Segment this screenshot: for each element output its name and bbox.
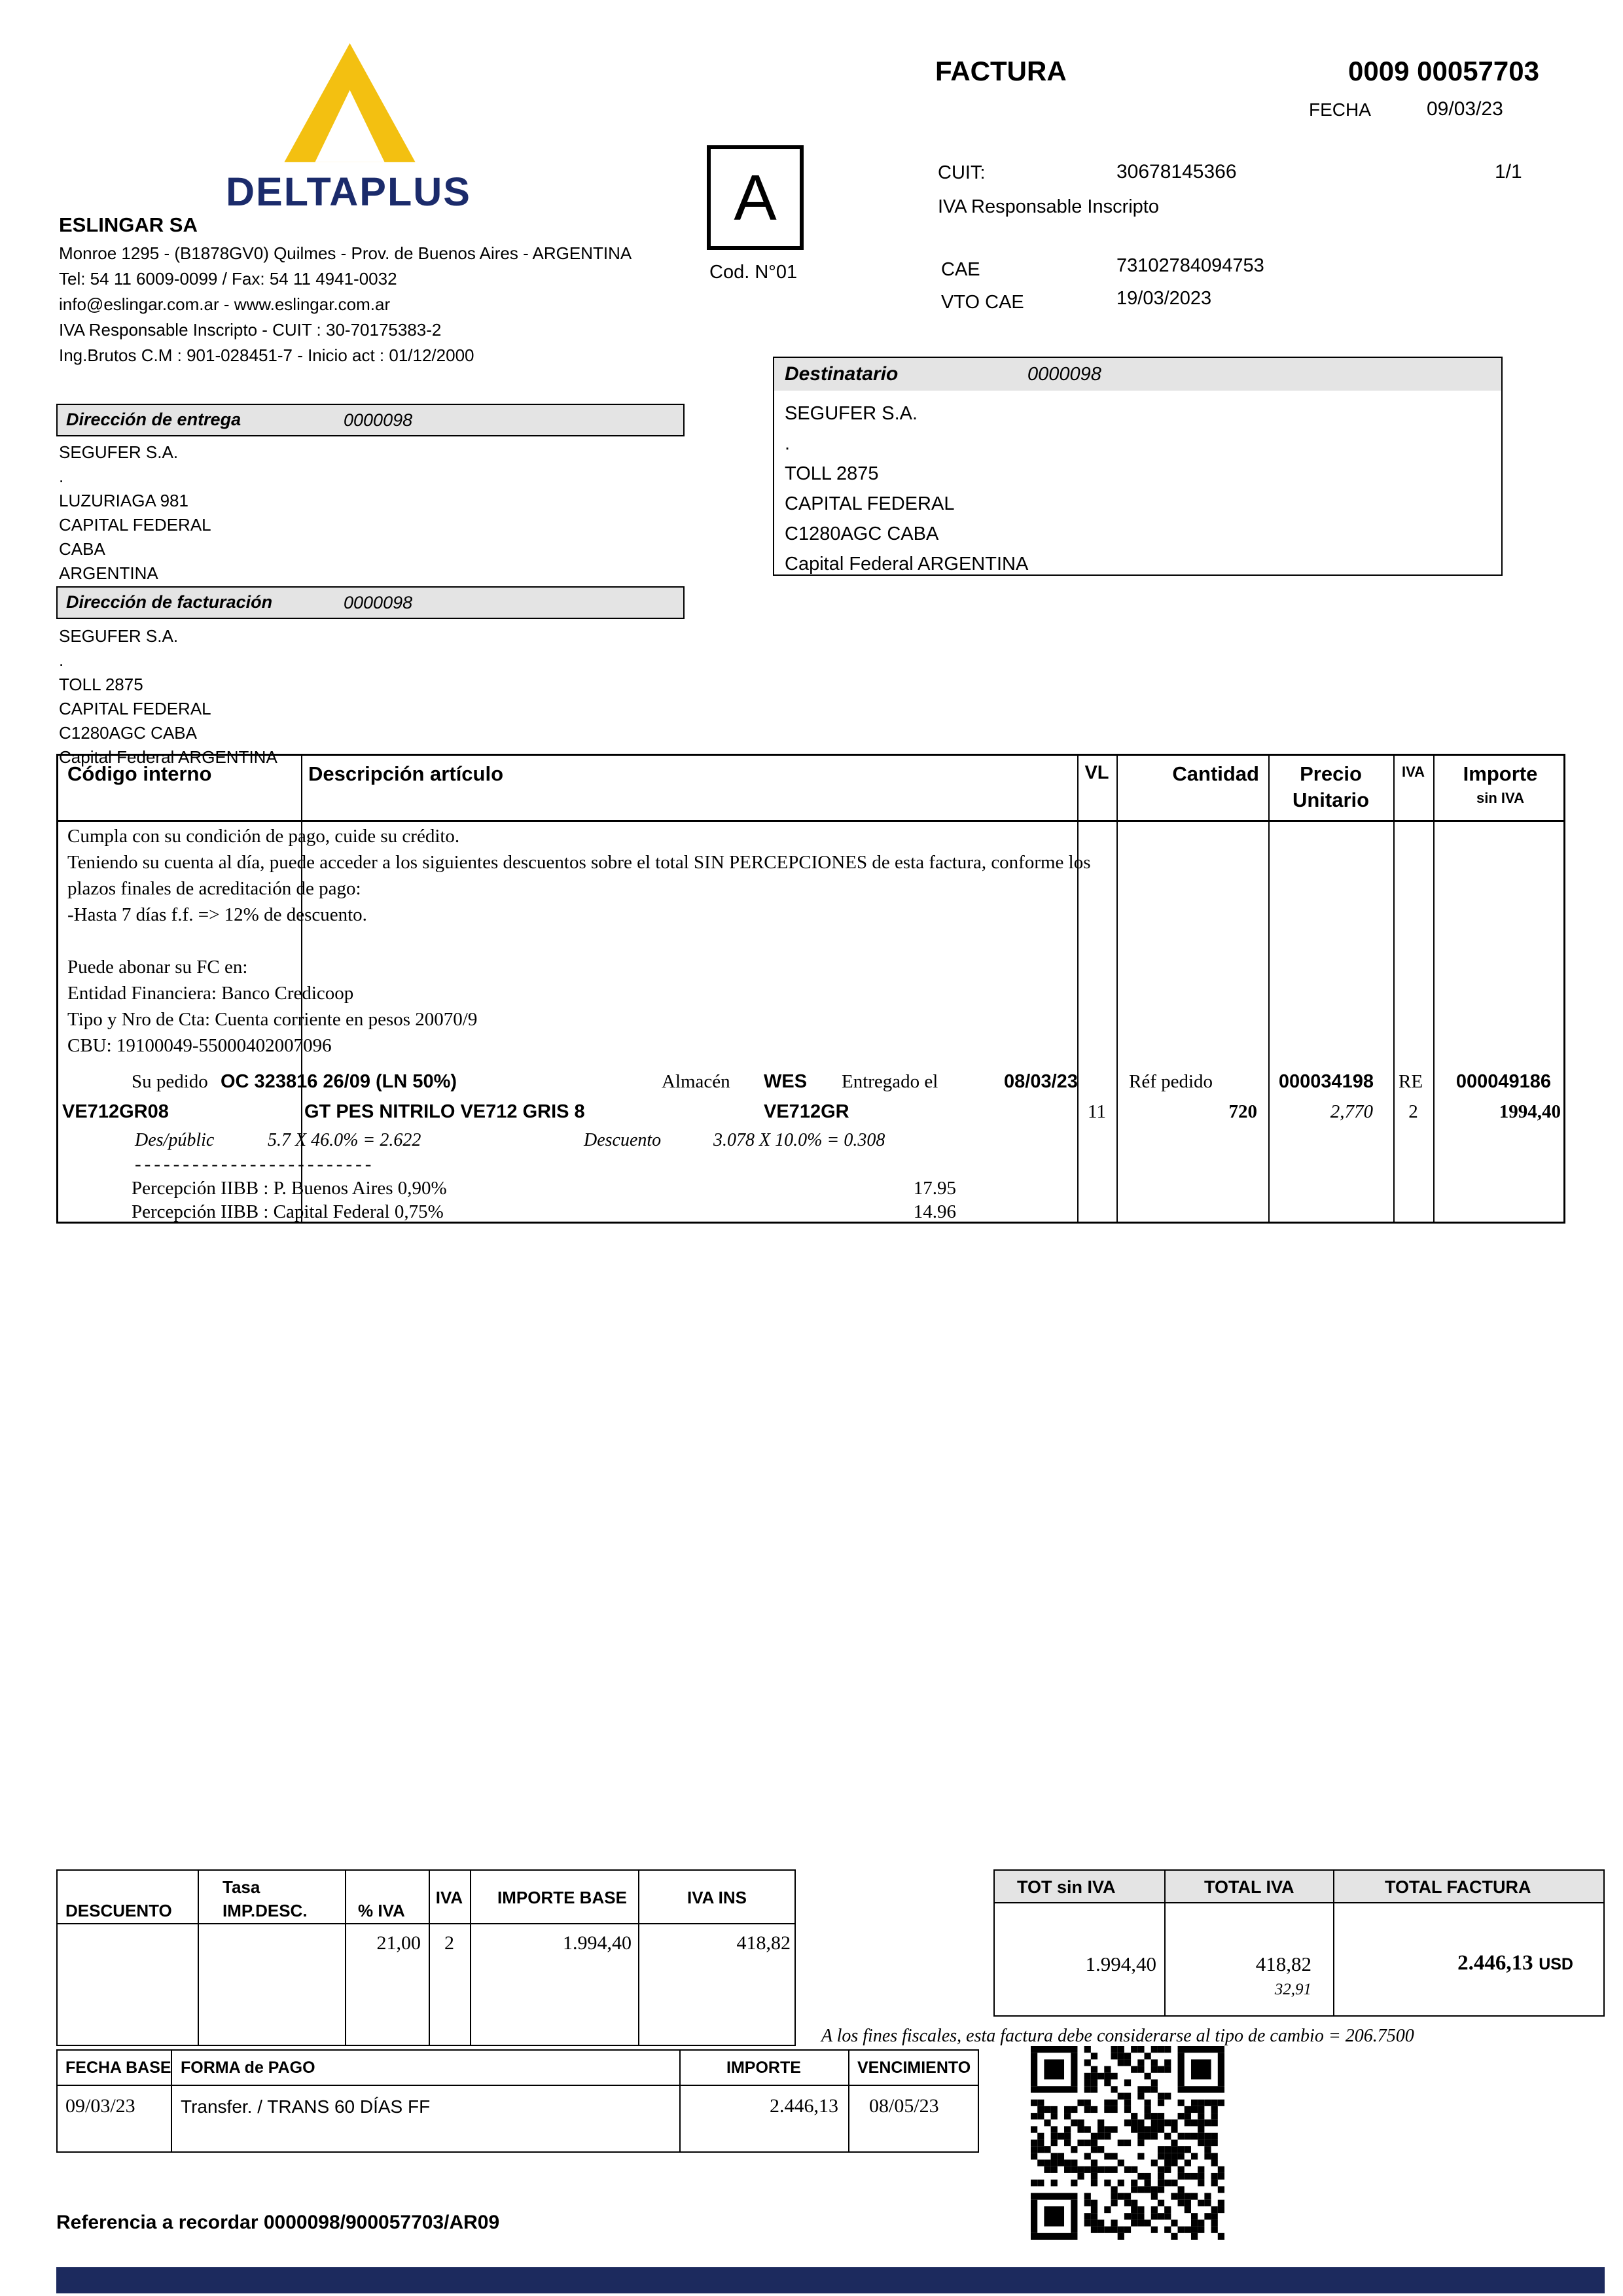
entrega-line: LUZURIAGA 981 bbox=[59, 491, 188, 510]
tot-sin-iva-value: 1.994,40 bbox=[1085, 1952, 1156, 1975]
footer-bar bbox=[56, 2267, 1605, 2293]
percepcion-iibb-ba-label: Percepción IIBB : P. Buenos Aires 0,90% bbox=[132, 1178, 447, 1199]
company-address-line: info@eslingar.com.ar - www.eslingar.com.ar bbox=[59, 294, 391, 314]
ref-pedido-label: Réf pedido bbox=[1129, 1071, 1213, 1092]
message-line: -Hasta 7 días f.f. => 12% de descuento. bbox=[67, 904, 367, 925]
importe-value: 2.446,13 bbox=[770, 2095, 838, 2117]
col-header-descripcion: Descripción artículo bbox=[308, 762, 504, 785]
item-importe: 1994,40 bbox=[1499, 1101, 1561, 1122]
items-table-col-line bbox=[1433, 756, 1435, 1222]
destinatario-line: SEGUFER S.A. bbox=[785, 403, 918, 424]
entrega-line: CAPITAL FEDERAL bbox=[59, 515, 211, 535]
cae-label: CAE bbox=[941, 259, 980, 280]
fecha-label: FECHA bbox=[1309, 99, 1371, 120]
destinatario-title: Destinatario bbox=[785, 363, 899, 385]
vencimiento-value: 08/05/23 bbox=[869, 2095, 939, 2117]
facturacion-line: . bbox=[59, 650, 64, 670]
percepcion-iibb-cf-label: Percepción IIBB : Capital Federal 0,75% bbox=[132, 1201, 444, 1222]
message-line: plazos finales de acreditación de pago: bbox=[67, 878, 361, 899]
referencia-recordar: Referencia a recordar 0000098/900057703/AR09 bbox=[56, 2212, 500, 2233]
col-header-codigo: Código interno bbox=[67, 762, 212, 785]
entregado-value: 08/03/23 bbox=[1004, 1071, 1078, 1092]
importe-label: IMPORTE bbox=[726, 2058, 801, 2077]
message-line: Puede abonar su FC en: bbox=[67, 957, 248, 978]
company-address-line: IVA Responsable Inscripto - CUIT : 30-70175383-2 bbox=[59, 320, 442, 340]
entrega-code: 0000098 bbox=[344, 410, 413, 430]
items-table-header-line bbox=[58, 820, 1563, 822]
iva-code-value: 2 bbox=[444, 1932, 454, 1954]
tax-table-col-line bbox=[198, 1871, 199, 2045]
payment-col-line bbox=[848, 2051, 849, 2151]
facturacion-header bbox=[56, 586, 685, 619]
facturacion-code: 0000098 bbox=[344, 593, 413, 612]
total-factura-value: 2.446,13 bbox=[1457, 1951, 1533, 1975]
percepcion-iibb-ba-value: 17.95 bbox=[913, 1178, 956, 1199]
company-name: ESLINGAR SA bbox=[59, 213, 198, 236]
descuento-label: Descuento bbox=[584, 1130, 662, 1150]
col-header-cantidad: Cantidad bbox=[1172, 762, 1259, 785]
item-iva: 2 bbox=[1408, 1101, 1418, 1122]
tax-table bbox=[56, 1869, 796, 2046]
invoice-cod: Cod. N°01 bbox=[709, 262, 798, 283]
descuento-publico-label: Des/públic bbox=[135, 1130, 215, 1150]
tax-table-col-line bbox=[470, 1871, 471, 2045]
forma-pago-value: Transfer. / TRANS 60 DÍAS FF bbox=[181, 2096, 431, 2117]
destinatario-line: CAPITAL FEDERAL bbox=[785, 493, 955, 514]
cuit-value: 30678145366 bbox=[1116, 161, 1237, 183]
destinatario-code: 0000098 bbox=[1027, 364, 1101, 385]
almacen-value: WES bbox=[764, 1071, 808, 1092]
col-header-precio-2: Unitario bbox=[1292, 788, 1370, 811]
facturacion-line: SEGUFER S.A. bbox=[59, 626, 179, 646]
entrega-header bbox=[56, 404, 685, 436]
delta-triangle-icon bbox=[283, 42, 417, 165]
total-factura-group bbox=[1333, 1951, 1573, 1975]
destinatario-address bbox=[785, 398, 1028, 579]
facturacion-line: TOLL 2875 bbox=[59, 675, 143, 694]
facturacion-title: Dirección de facturación bbox=[66, 592, 273, 612]
iva-ins-value: 418,82 bbox=[736, 1932, 791, 1954]
iva-col-label: IVA bbox=[435, 1888, 463, 1907]
company-logo-triangle bbox=[283, 42, 417, 165]
company-address-line: Monroe 1295 - (B1878GV0) Quilmes - Prov. de Buenos Aires - ARGENTINA bbox=[59, 243, 632, 263]
destinatario-line: . bbox=[785, 433, 791, 454]
invoice-number: 0009 00057703 bbox=[1348, 56, 1539, 86]
items-table-col-line bbox=[1268, 756, 1270, 1222]
importe-base-value: 1.994,40 bbox=[563, 1932, 632, 1954]
pct-iva-label: % IVA bbox=[358, 1901, 405, 1920]
item-descripcion: GT PES NITRILO VE712 GRIS 8 bbox=[304, 1101, 585, 1122]
descuento-calc: 3.078 X 10.0% = 0.308 bbox=[713, 1130, 885, 1150]
vencimiento-label: VENCIMIENTO bbox=[857, 2058, 971, 2077]
su-pedido-value: OC 323816 26/09 (LN 50%) bbox=[221, 1071, 457, 1092]
entrega-line: CABA bbox=[59, 539, 105, 559]
re-label: RE bbox=[1399, 1071, 1423, 1092]
iva-condition: IVA Responsable Inscripto bbox=[938, 196, 1159, 217]
payment-header-line bbox=[58, 2085, 978, 2086]
message-line: Teniendo su cuenta al día, puede acceder a los siguientes descuentos sobre el total SIN PERCEPCIONES de esta factura, conforme los bbox=[67, 852, 1091, 873]
company-address bbox=[59, 241, 632, 368]
item-sku: VE712GR bbox=[764, 1101, 849, 1122]
destinatario-line: Capital Federal ARGENTINA bbox=[785, 554, 1029, 574]
facturacion-line: CAPITAL FEDERAL bbox=[59, 699, 211, 718]
tax-table-col-line bbox=[638, 1871, 639, 2045]
vto-cae-value: 19/03/2023 bbox=[1116, 288, 1212, 309]
re-value: 000049186 bbox=[1455, 1071, 1551, 1092]
tot-sin-iva-label: TOT sin IVA bbox=[1017, 1877, 1116, 1897]
message-line bbox=[67, 928, 1091, 954]
qr-code bbox=[1031, 2046, 1224, 2240]
col-header-precio-1: Precio bbox=[1300, 762, 1362, 785]
pct-iva-value: 21,00 bbox=[376, 1932, 421, 1954]
fecha-value: 09/03/23 bbox=[1427, 98, 1503, 120]
entrega-line: SEGUFER S.A. bbox=[59, 442, 179, 462]
item-vl: 11 bbox=[1088, 1101, 1106, 1122]
descuento-col-label: DESCUENTO bbox=[65, 1901, 172, 1920]
cuit-label: CUIT: bbox=[938, 162, 986, 183]
facturacion-line: C1280AGC CABA bbox=[59, 723, 197, 743]
payment-conditions-message bbox=[67, 823, 1091, 1059]
destinatario-line: C1280AGC CABA bbox=[785, 523, 939, 544]
facturacion-line: Capital Federal ARGENTINA bbox=[59, 747, 277, 767]
vto-cae-label: VTO CAE bbox=[941, 292, 1024, 313]
forma-pago-label: FORMA de PAGO bbox=[181, 2058, 315, 2077]
fiscal-note: A los fines fiscales, esta factura debe considerarse al tipo de cambio = 206.7500 bbox=[821, 2026, 1414, 2046]
tasa-label: Tasa bbox=[223, 1877, 260, 1897]
ref-pedido-value: 000034198 bbox=[1278, 1071, 1374, 1092]
almacen-label: Almacén bbox=[662, 1071, 730, 1092]
totals-col-line bbox=[1164, 1871, 1166, 2015]
col-header-importe: Importe bbox=[1463, 762, 1538, 785]
col-header-importe-sub: sin IVA bbox=[1476, 790, 1524, 806]
entrega-line: ARGENTINA bbox=[59, 563, 158, 583]
total-iva-label: TOTAL IVA bbox=[1204, 1877, 1294, 1897]
invoice-letter: A bbox=[734, 162, 777, 234]
destinatario-box bbox=[773, 357, 1503, 576]
doc-type-title: FACTURA bbox=[935, 56, 1067, 86]
fecha-base-label: FECHA BASE bbox=[65, 2058, 171, 2077]
tax-table-col-line bbox=[345, 1871, 346, 2045]
descuento-publico-calc: 5.7 X 46.0% = 2.622 bbox=[268, 1130, 421, 1150]
entrega-address bbox=[59, 440, 211, 586]
entrega-line: . bbox=[59, 467, 64, 486]
entrega-title: Dirección de entrega bbox=[66, 410, 241, 429]
items-table bbox=[56, 754, 1565, 1224]
company-address-line: Ing.Brutos C.M : 901-028451-7 - Inicio act : 01/12/2000 bbox=[59, 345, 474, 365]
total-iva-value: 418,82 bbox=[1255, 1952, 1311, 1975]
tax-table-header-line bbox=[58, 1923, 794, 1924]
col-header-vl: VL bbox=[1084, 762, 1109, 783]
company-address-line: Tel: 54 11 6009-0099 / Fax: 54 11 4941-0032 bbox=[59, 269, 397, 289]
company-logo-wordmark: DELTAPLUS bbox=[226, 169, 471, 214]
total-factura-currency: USD bbox=[1539, 1955, 1573, 1973]
invoice-letter-box bbox=[707, 145, 804, 250]
message-line: Cumpla con su condición de pago, cuide su crédito. bbox=[67, 826, 460, 847]
message-line: Entidad Financiera: Banco Credicoop bbox=[67, 983, 354, 1004]
total-factura-label: TOTAL FACTURA bbox=[1385, 1877, 1531, 1897]
percepcion-iibb-cf-value: 14.96 bbox=[913, 1201, 956, 1222]
items-table-col-line bbox=[1393, 756, 1395, 1222]
message-line: CBU: 19100049-55000402007096 bbox=[67, 1035, 332, 1056]
col-header-iva: IVA bbox=[1401, 764, 1425, 780]
entregado-label: Entregado el bbox=[842, 1071, 938, 1092]
totals-table bbox=[993, 1869, 1605, 2017]
cae-value: 73102784094753 bbox=[1116, 255, 1264, 276]
destinatario-header bbox=[774, 358, 1501, 391]
dashes-separator: ------------------------- bbox=[135, 1154, 375, 1174]
importe-base-label: IMPORTE BASE bbox=[497, 1888, 627, 1907]
message-line: Tipo y Nro de Cta: Cuenta corriente en pesos 20070/9 bbox=[67, 1009, 478, 1030]
iva-ins-label: IVA INS bbox=[687, 1888, 747, 1907]
totals-col-line bbox=[1333, 1871, 1334, 2015]
item-cantidad: 720 bbox=[1228, 1101, 1257, 1122]
item-precio-unitario: 2,770 bbox=[1330, 1101, 1373, 1122]
su-pedido-label: Su pedido bbox=[132, 1071, 208, 1092]
payment-table bbox=[56, 2049, 979, 2153]
fecha-base-value: 09/03/23 bbox=[65, 2095, 135, 2117]
facturacion-address bbox=[59, 624, 277, 769]
item-codigo: VE712GR08 bbox=[62, 1101, 169, 1122]
destinatario-line: TOLL 2875 bbox=[785, 463, 879, 484]
page-indicator: 1/1 bbox=[1495, 161, 1522, 183]
items-table-col-line bbox=[1116, 756, 1118, 1222]
percepciones-total-value: 32,91 bbox=[1274, 1981, 1311, 1998]
imp-desc-label: IMP.DESC. bbox=[223, 1901, 308, 1920]
